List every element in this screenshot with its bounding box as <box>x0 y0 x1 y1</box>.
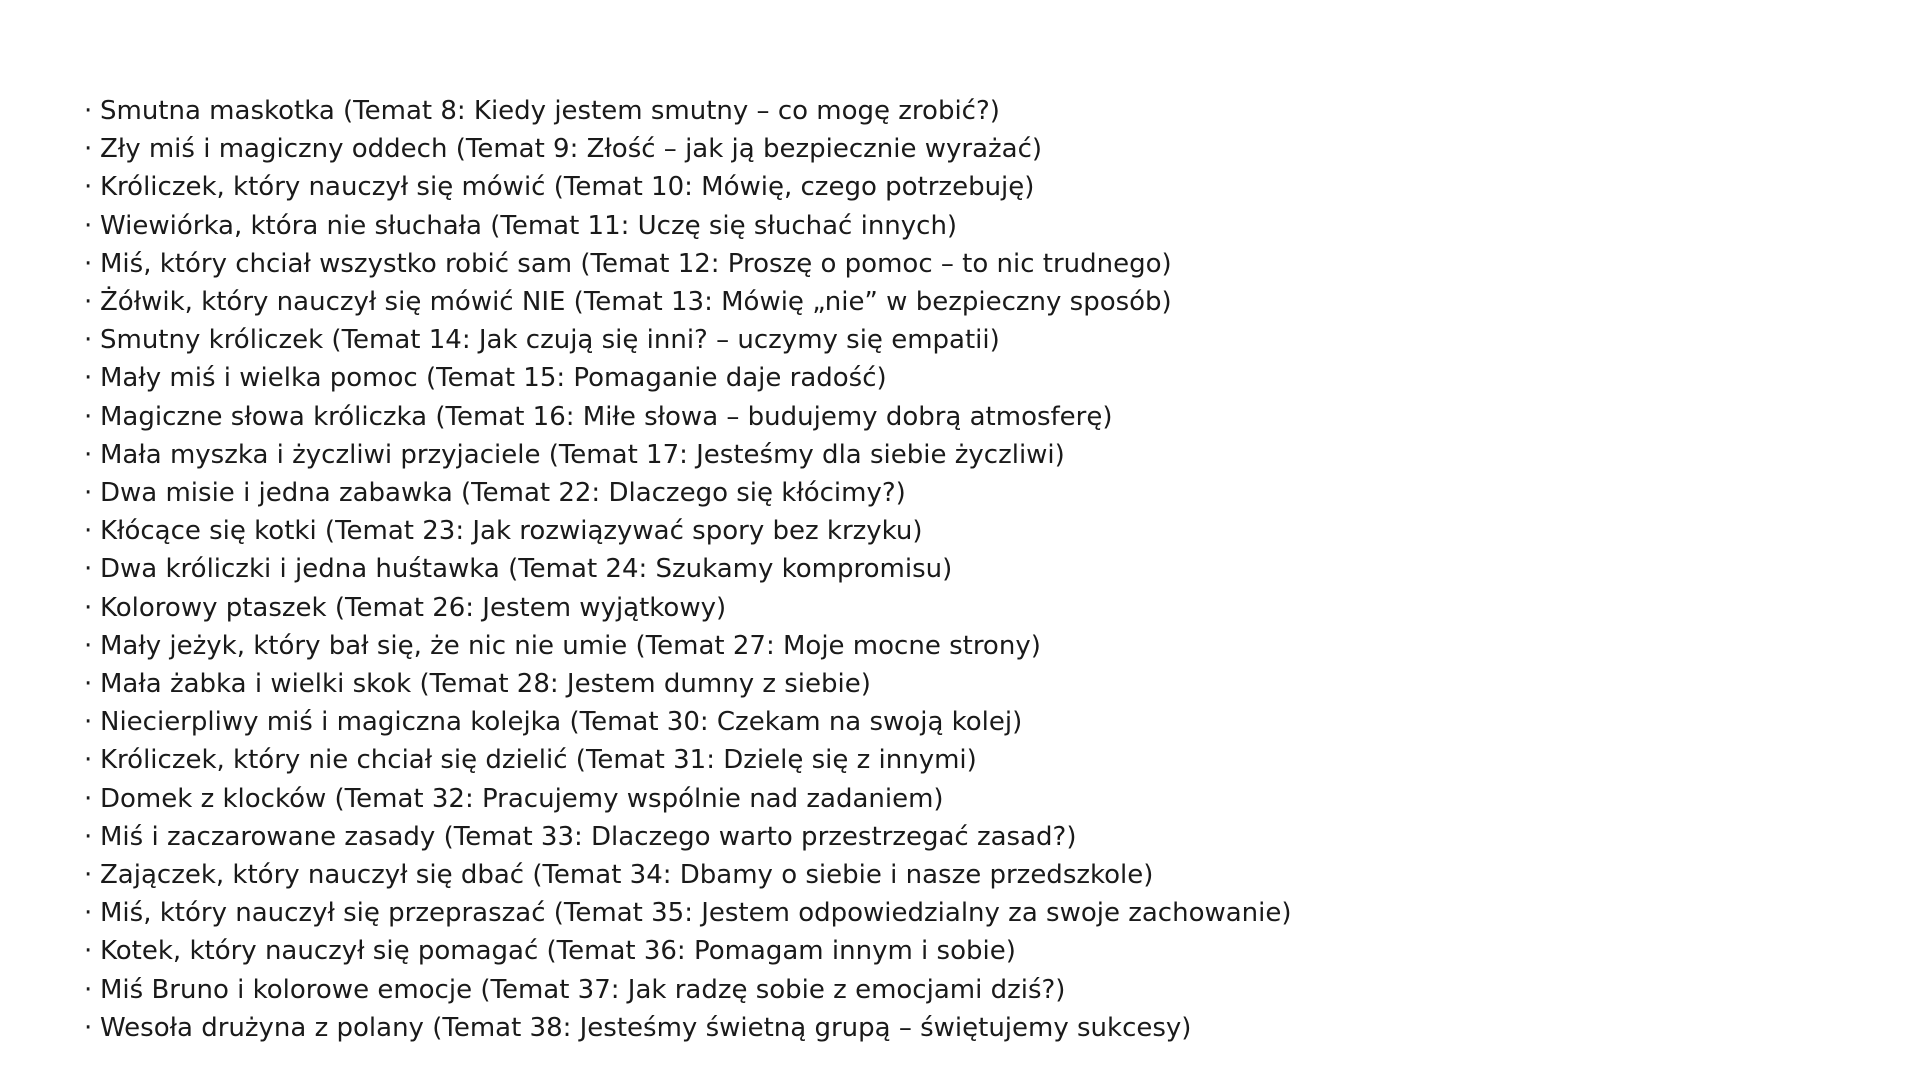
bullet: · <box>84 210 93 241</box>
bullet: · <box>84 974 93 1005</box>
list-item <box>84 436 1292 474</box>
list-item-text: Kotek, który nauczył się pomagać (Temat 36: Pomagam innym i sobie) <box>100 936 1016 967</box>
list-item <box>84 1009 1292 1047</box>
list-item-text: Miś Bruno i kolorowe emocje (Temat 37: Jak radzę sobie z emocjami dziś?) <box>100 974 1066 1005</box>
list-item-text: Dwa króliczki i jedna huśtawka (Temat 24: Szukamy kompromisu) <box>100 554 953 585</box>
bullet: · <box>84 96 93 126</box>
bullet: · <box>84 936 93 967</box>
bullet: · <box>84 248 93 279</box>
list-item <box>84 283 1292 321</box>
list-item-text: Mały jeżyk, który bał się, że nic nie umie (Temat 27: Moje mocne strony) <box>100 630 1041 661</box>
list-item-text: Zajączek, który nauczył się dbać (Temat 34: Dbamy o siebie i nasze przedszkole) <box>100 860 1154 891</box>
list-item <box>84 818 1292 856</box>
bullet: · <box>84 516 93 547</box>
list-item <box>84 92 1292 130</box>
bullet: · <box>84 363 93 394</box>
list-item <box>84 741 1292 779</box>
list-item-text: Magiczne słowa króliczka (Temat 16: Miłe słowa – budujemy dobrą atmosferę) <box>100 401 1113 432</box>
list-item-text: Niecierpliwy miś i magiczna kolejka (Temat 30: Czekam na swoją kolej) <box>100 707 1023 738</box>
bullet: · <box>84 745 93 776</box>
bullet: · <box>84 1012 93 1043</box>
bullet: · <box>84 172 93 203</box>
list-item-text: Żółwik, który nauczył się mówić NIE (Temat 13: Mówię „nie” w bezpieczny sposób) <box>100 287 1172 318</box>
bullet: · <box>84 669 93 700</box>
bullet: · <box>84 630 93 661</box>
list-item <box>84 550 1292 588</box>
list-item-text: Wiewiórka, która nie słuchała (Temat 11: Uczę się słuchać innych) <box>100 210 958 241</box>
bullet: · <box>84 860 93 891</box>
story-list <box>84 92 1292 1047</box>
list-item-text: Króliczek, który nauczył się mówić (Temat 10: Mówię, czego potrzebuję) <box>100 172 1035 203</box>
bullet: · <box>84 287 93 318</box>
list-item <box>84 589 1292 627</box>
list-item <box>84 207 1292 245</box>
bullet: · <box>84 554 93 585</box>
list-item <box>84 932 1292 970</box>
bullet: · <box>84 821 93 852</box>
list-item-text: Miś, który chciał wszystko robić sam (Temat 12: Proszę o pomoc – to nic trudnego) <box>100 248 1172 279</box>
list-item <box>84 665 1292 703</box>
list-item-text: Dwa misie i jedna zabawka (Temat 22: Dlaczego się kłócimy?) <box>100 478 906 509</box>
list-item <box>84 321 1292 359</box>
list-item <box>84 474 1292 512</box>
list-item <box>84 168 1292 206</box>
bullet: · <box>84 707 93 738</box>
bullet: · <box>84 783 93 814</box>
list-item-text: Mały miś i wielka pomoc (Temat 15: Pomaganie daje radość) <box>100 363 887 394</box>
bullet: · <box>84 439 93 470</box>
list-item <box>84 894 1292 932</box>
list-item <box>84 130 1292 168</box>
list-item-text: Króliczek, który nie chciał się dzielić (Temat 31: Dzielę się z innymi) <box>100 745 977 776</box>
bullet: · <box>84 898 93 929</box>
list-item-text: Miś i zaczarowane zasady (Temat 33: Dlaczego warto przestrzegać zasad?) <box>100 821 1077 852</box>
list-item-text: Mała myszka i życzliwi przyjaciele (Temat 17: Jesteśmy dla siebie życzliwi) <box>100 439 1065 470</box>
list-item <box>84 512 1292 550</box>
list-item <box>84 245 1292 283</box>
list-item-text: Domek z klocków (Temat 32: Pracujemy wspólnie nad zadaniem) <box>100 783 944 814</box>
bullet: · <box>84 325 93 356</box>
list-item <box>84 971 1292 1009</box>
list-item-text: Mała żabka i wielki skok (Temat 28: Jestem dumny z siebie) <box>100 669 871 700</box>
list-item <box>84 359 1292 397</box>
bullet: · <box>84 478 93 509</box>
list-item-text: Zły miś i magiczny oddech (Temat 9: Złość – jak ją bezpiecznie wyrażać) <box>100 134 1043 165</box>
bullet: · <box>84 401 93 432</box>
list-item-text: Smutna maskotka (Temat 8: Kiedy jestem smutny – co mogę zrobić?) <box>100 96 1000 126</box>
list-item <box>84 703 1292 741</box>
list-item-text: Miś, który nauczył się przepraszać (Temat 35: Jestem odpowiedzialny za swoje zachowanie) <box>100 898 1292 929</box>
list-item-text: Kolorowy ptaszek (Temat 26: Jestem wyjątkowy) <box>100 592 727 623</box>
list-item-text: Kłócące się kotki (Temat 23: Jak rozwiązywać spory bez krzyku) <box>100 516 923 547</box>
list-item <box>84 627 1292 665</box>
list-item <box>84 856 1292 894</box>
list-item-text: Wesoła drużyna z polany (Temat 38: Jesteśmy świetną grupą – świętujemy sukcesy) <box>100 1012 1192 1043</box>
bullet: · <box>84 134 93 165</box>
list-item-text: Smutny króliczek (Temat 14: Jak czują się inni? – uczymy się empatii) <box>100 325 1000 356</box>
bullet: · <box>84 592 93 623</box>
list-item <box>84 398 1292 436</box>
list-item <box>84 780 1292 818</box>
